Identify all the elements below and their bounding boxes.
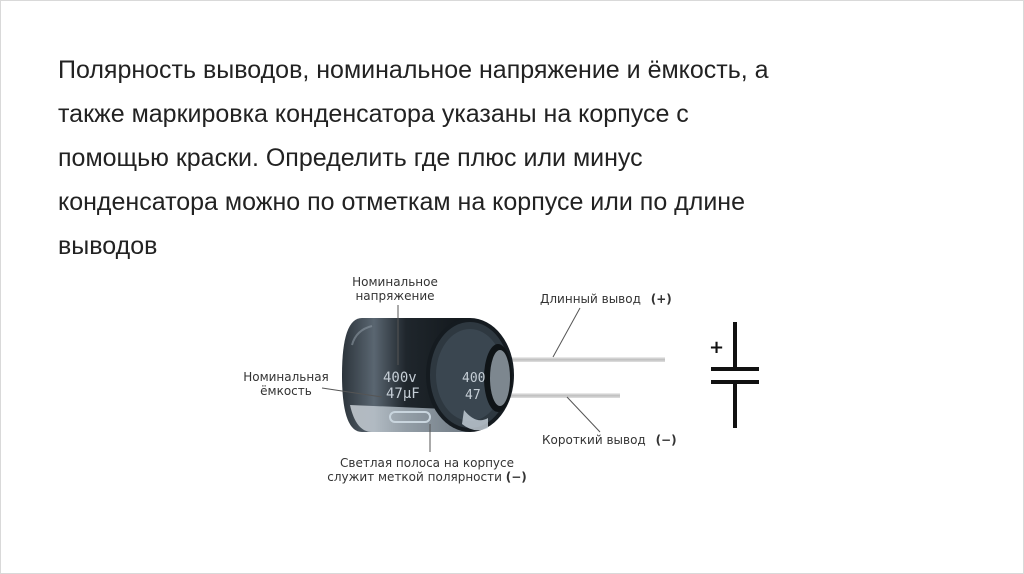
body-capacity-marking: 47µF: [386, 386, 420, 402]
voltage-label-line: напряжение: [355, 289, 435, 303]
stripe-sign: (−): [505, 470, 527, 484]
long-lead: [500, 357, 665, 362]
side-capacity-marking: 47: [465, 388, 481, 403]
body-voltage-marking: 400v: [383, 370, 417, 386]
voltage-label: [340, 275, 450, 303]
capacitor-body: [342, 318, 514, 432]
long-lead-label-text: Длинный вывод: [540, 292, 641, 306]
paragraph-line: конденсатора можно по отметкам на корпусе или по длине: [58, 188, 746, 216]
paragraph-line: Полярность выводов, номинальное напряжение и ёмкость, а: [58, 56, 769, 84]
short-lead-label: [542, 433, 677, 447]
capacity-label-line: Номинальная: [243, 370, 329, 384]
short-lead-label-text: Короткий вывод: [542, 433, 646, 447]
paragraph-line: помощью краски. Определить где плюс или минус: [58, 144, 643, 172]
paragraph-line: также маркировка конденсатора указаны на корпусе с: [58, 100, 689, 128]
long-lead-leader: [553, 308, 580, 357]
voltage-label-line: Номинальное: [352, 275, 438, 289]
paragraph-line: выводов: [58, 232, 158, 260]
symbol-plus-sign: +: [709, 337, 725, 358]
stripe-label-line: служит меткой полярности: [327, 470, 502, 484]
long-lead-sign: (+): [650, 292, 672, 306]
capacity-label: [236, 370, 336, 398]
short-lead-sign: (−): [655, 433, 677, 447]
stripe-label-line: Светлая полоса на корпусе: [340, 456, 514, 470]
side-voltage-marking: 400: [462, 371, 486, 386]
long-lead-label: [540, 292, 672, 306]
short-lead-leader: [567, 397, 600, 432]
capacity-label-line: ёмкость: [260, 384, 312, 398]
stripe-label: [322, 456, 532, 484]
